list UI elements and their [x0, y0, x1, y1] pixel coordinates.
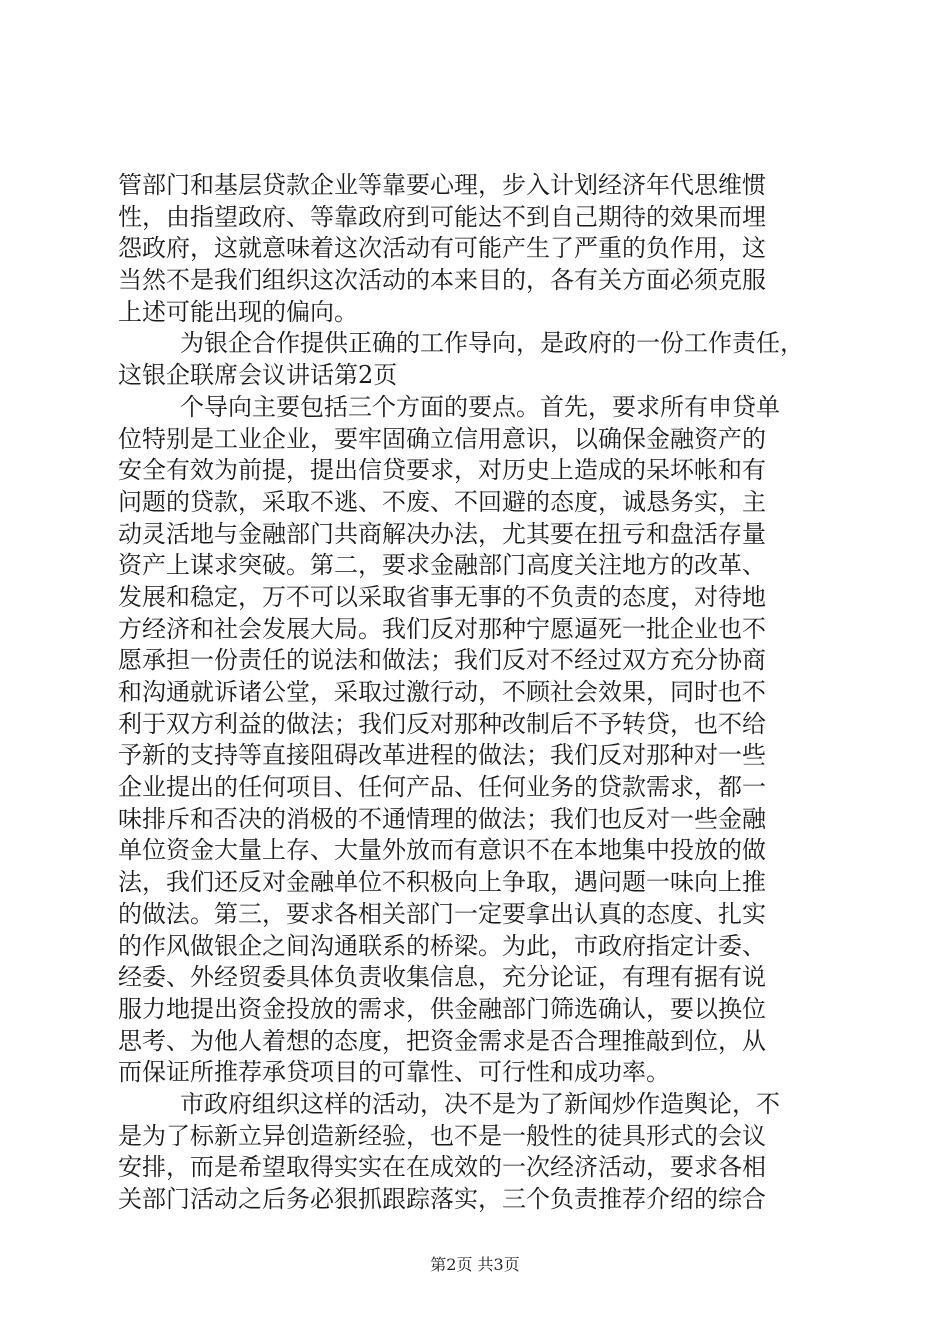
text-line: 味排斥和否决的消极的不通情理的做法；我们也反对一些金融: [118, 804, 766, 833]
text-line: 安排，而是希望取得实实在在成效的一次经济活动，要求各相: [118, 1153, 766, 1182]
page-footer: 第2页 共3页: [430, 1255, 520, 1274]
text-line: 利于双方利益的做法；我们反对那种改制后不予转贷，也不给: [118, 709, 766, 738]
text-line: 安全有效为前提，提出信贷要求，对历史上造成的呆坏帐和有: [118, 456, 766, 485]
text-line: 愿承担一份责任的说法和做法；我们反对不经过双方充分协商: [118, 646, 766, 675]
text-line: 方经济和社会发展大局。我们反对那种宁愿逼死一批企业也不: [118, 614, 766, 643]
text-line: 法，我们还反对金融单位不积极向上争取，遇问题一味向上推: [118, 868, 766, 897]
text-line: 发展和稳定，万不可以采取省事无事的不负责的态度，对待地: [118, 582, 766, 611]
text-line: 这银企联席会议讲话第2页: [118, 361, 398, 390]
text-line: 服力地提出资金投放的需求，供金融部门筛选确认，要以换位: [118, 994, 766, 1023]
text-line: 资产上谋求突破。第二，要求金融部门高度关注地方的改革、: [118, 551, 766, 580]
text-line: 市政府组织这样的活动，决不是为了新闻炒作造舆论，不: [180, 1089, 780, 1118]
text-line: 经委、外经贸委具体负责收集信息，充分论证，有理有据有说: [118, 963, 766, 992]
text-line: 思考、为他人着想的态度，把资金需求是否合理推敲到位，从: [118, 1026, 766, 1055]
text-line: 为银企合作提供正确的工作导向，是政府的一份工作责任，: [180, 329, 804, 358]
text-line: 的做法。第三，要求各相关部门一定要拿出认真的态度、扎实: [118, 899, 766, 928]
text-line: 问题的贷款，采取不逃、不废、不回避的态度，诚恳务实，主: [118, 487, 766, 516]
text-line: 动灵活地与金融部门共商解决办法，尤其要在扭亏和盘活存量: [118, 519, 766, 548]
text-line: 关部门活动之后务必狠抓跟踪落实，三个负责推荐介绍的综合: [118, 1185, 766, 1213]
text-line: 是为了标新立异创造新经验，也不是一般性的徒具形式的会议: [118, 1121, 766, 1150]
text-line: 管部门和基层贷款企业等靠要心理，步入计划经济年代思维惯: [118, 171, 766, 199]
text-line: 个导向主要包括三个方面的要点。首先，要求所有申贷单: [180, 392, 780, 421]
text-line: 怨政府，这就意味着这次活动有可能产生了严重的负作用，这: [118, 234, 766, 263]
text-line: 的作风做银企之间沟通联系的桥梁。为此，市政府指定计委、: [118, 931, 766, 960]
text-line: 予新的支持等直接阻碍改革进程的做法；我们反对那种对一些: [118, 741, 766, 770]
text-line: 位特别是工业企业，要牢固确立信用意识，以确保金融资产的: [118, 424, 766, 453]
text-line: 企业提出的任何项目、任何产品、任何业务的贷款需求，都一: [118, 773, 766, 802]
text-line: 上述可能出现的偏向。: [118, 297, 358, 326]
text-line: 和沟通就诉诸公堂，采取过激行动，不顾社会效果，同时也不: [118, 678, 766, 706]
text-line: 单位资金大量上存、大量外放而有意识不在本地集中投放的做: [118, 836, 766, 865]
document-body: [118, 170, 836, 1216]
text-line: 性，由指望政府、等靠政府到可能达不到自己期待的效果而埋: [118, 202, 766, 231]
text-line: 而保证所推荐承贷项目的可靠性、可行性和成功率。: [118, 1058, 670, 1087]
text-line: 当然不是我们组织这次活动的本来目的，各有关方面必须克服: [118, 266, 766, 295]
